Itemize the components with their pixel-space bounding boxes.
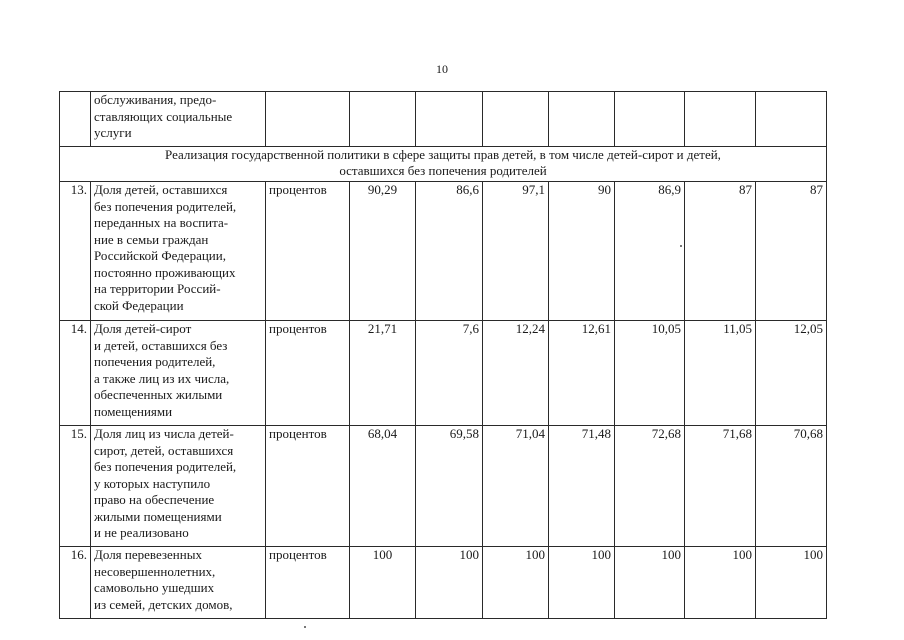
- table-row: [60, 547, 827, 619]
- value-cell: 71,48: [549, 426, 615, 547]
- value-cell: 71,04: [483, 426, 549, 547]
- value-cell: [615, 92, 685, 147]
- table-row: [60, 182, 827, 321]
- indicators-table: [59, 91, 827, 619]
- table-row: [60, 321, 827, 426]
- value-cell: 69,58: [416, 426, 483, 547]
- unit-cell: процентов: [266, 426, 350, 547]
- value-cell: 86,6: [416, 182, 483, 321]
- value-cell: [350, 92, 416, 147]
- row-number: 14.: [60, 321, 91, 426]
- indicator-name: Доля лиц из числа детей- сирот, детей, оставшихся без попечения родителей, у которых наступило право на обеспечение жилыми помещениями и не реализовано: [91, 426, 266, 547]
- value-cell: 100: [549, 547, 615, 619]
- table-row: [60, 426, 827, 547]
- unit-cell: процентов: [266, 182, 350, 321]
- value-cell: [756, 92, 827, 147]
- row-number: 13.: [60, 182, 91, 321]
- value-cell: 100: [483, 547, 549, 619]
- value-cell: 21,71: [350, 321, 416, 426]
- row-number: 16.: [60, 547, 91, 619]
- value-cell: 12,05: [756, 321, 827, 426]
- row-number: 15.: [60, 426, 91, 547]
- unit-cell: [266, 92, 350, 147]
- scan-speck: [304, 626, 306, 628]
- value-cell: 87: [756, 182, 827, 321]
- value-cell: 86,9: [615, 182, 685, 321]
- value-cell: 100: [350, 547, 416, 619]
- value-cell: 72,68: [615, 426, 685, 547]
- unit-cell: процентов: [266, 321, 350, 426]
- value-cell: 100: [685, 547, 756, 619]
- value-cell: 10,05: [615, 321, 685, 426]
- value-cell: 12,24: [483, 321, 549, 426]
- section-header-row: [60, 147, 827, 182]
- scan-speck: [680, 245, 682, 247]
- indicator-name: Доля перевезенных несовершеннолетних, самовольно ушедших из семей, детских домов,: [91, 547, 266, 619]
- value-cell: 97,1: [483, 182, 549, 321]
- value-cell: 71,68: [685, 426, 756, 547]
- value-cell: [685, 92, 756, 147]
- indicator-name: Доля детей, оставшихся без попечения родителей, переданных на воспита- ние в семьи граждан Российской Федерации, постоянно проживающих на территории Россий- ской Федерации: [91, 182, 266, 321]
- indicator-name: Доля детей-сирот и детей, оставшихся без попечения родителей, а также лиц из их числа, обеспеченных жилыми помещениями: [91, 321, 266, 426]
- value-cell: 87: [685, 182, 756, 321]
- value-cell: 68,04: [350, 426, 416, 547]
- value-cell: 11,05: [685, 321, 756, 426]
- unit-cell: процентов: [266, 547, 350, 619]
- value-cell: 100: [416, 547, 483, 619]
- value-cell: 90,29: [350, 182, 416, 321]
- row-number: [60, 92, 91, 147]
- value-cell: 90: [549, 182, 615, 321]
- indicator-name: обслуживания, предо- ставляющих социальные услуги: [91, 92, 266, 147]
- value-cell: 70,68: [756, 426, 827, 547]
- value-cell: 100: [756, 547, 827, 619]
- value-cell: 12,61: [549, 321, 615, 426]
- page-number: 10: [436, 62, 448, 76]
- value-cell: 100: [615, 547, 685, 619]
- value-cell: [483, 92, 549, 147]
- value-cell: [549, 92, 615, 147]
- section-header: Реализация государственной политики в сфере защиты прав детей, в том числе детей-сирот и детей, оставшихся без попечения родителей: [60, 147, 827, 182]
- value-cell: [416, 92, 483, 147]
- value-cell: 7,6: [416, 321, 483, 426]
- table-row-continuation: [60, 92, 827, 147]
